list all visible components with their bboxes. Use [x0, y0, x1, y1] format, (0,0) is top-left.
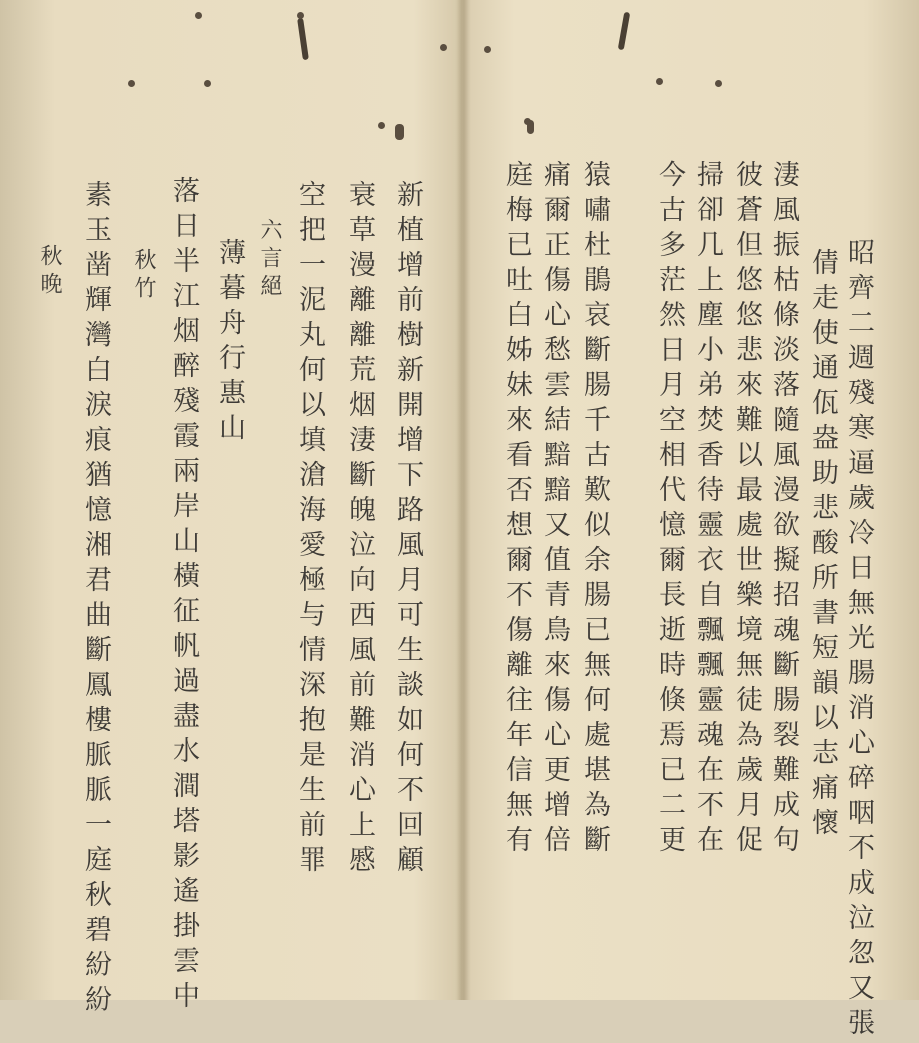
left-col-4-heading: 六言絕 — [257, 218, 282, 302]
binding-hole — [484, 46, 491, 53]
binding-hole — [128, 80, 135, 87]
left-col-6: 落日半江烟醉殘霞兩岸山橫征帆過盡水澗塔影遙掛雲中 — [168, 176, 199, 1016]
left-col-8: 素玉凿輝灣白淚痕猶憶湘君曲斷鳳樓脈脈一庭秋碧紛紛 — [80, 180, 111, 1020]
left-col-2: 衰草漫離離荒烟淒斷魄泣向西風前難消心上慼 — [344, 180, 375, 880]
binding-hole — [395, 124, 404, 140]
left-page — [0, 0, 463, 1020]
binding-hole — [204, 80, 211, 87]
left-col-7-title: 秋竹 — [131, 248, 156, 304]
right-page — [463, 0, 919, 1043]
right-col-5: 掃卻几上塵小弟焚香待靈衣自飄飄靈魂在不在 — [692, 160, 723, 860]
binding-hole — [715, 80, 722, 87]
left-col-1: 新植增前樹新開增下路風月可生談如何不回顧 — [392, 180, 423, 880]
right-col-1: 昭齊二週殘寒逼歲冷日無光腸消心碎咽不成泣忽又張 — [843, 238, 874, 1043]
right-col-7: 猿嘯杜鵑哀斷腸千古歎似余腸已無何處堪為斷 — [579, 160, 610, 860]
right-col-9: 庭梅已吐白姊妹來看否想爾不傷離往年信無有 — [501, 160, 532, 860]
binding-hole — [297, 12, 304, 19]
right-col-2: 倩走使通佤盎助悲酸所書短韻以志痛懷 — [807, 248, 838, 843]
binding-hole — [656, 78, 663, 85]
binding-hole — [378, 122, 385, 129]
binding-hole — [195, 12, 202, 19]
left-col-9-title: 秋晚 — [37, 244, 62, 300]
right-col-4: 彼蒼但悠悠悲來難以最處世樂境無徒為歲月促 — [731, 160, 762, 860]
right-col-8: 痛爾正傷心愁雲結黯黯又值青鳥來傷心更增倍 — [539, 160, 570, 860]
left-col-3: 空把一泥丸何以填滄海愛極与情深抱是生前罪 — [294, 180, 325, 880]
right-col-6: 今古多茫然日月空相代憶爾長逝時倏焉已二更 — [654, 160, 685, 860]
right-col-3: 淒風振枯條淡落隨風漫欲擬招魂斷腸裂難成句 — [768, 160, 799, 860]
binding-hole — [527, 120, 534, 134]
left-col-5-title: 薄暮舟行惠山 — [214, 238, 245, 448]
binding-hole — [440, 44, 447, 51]
